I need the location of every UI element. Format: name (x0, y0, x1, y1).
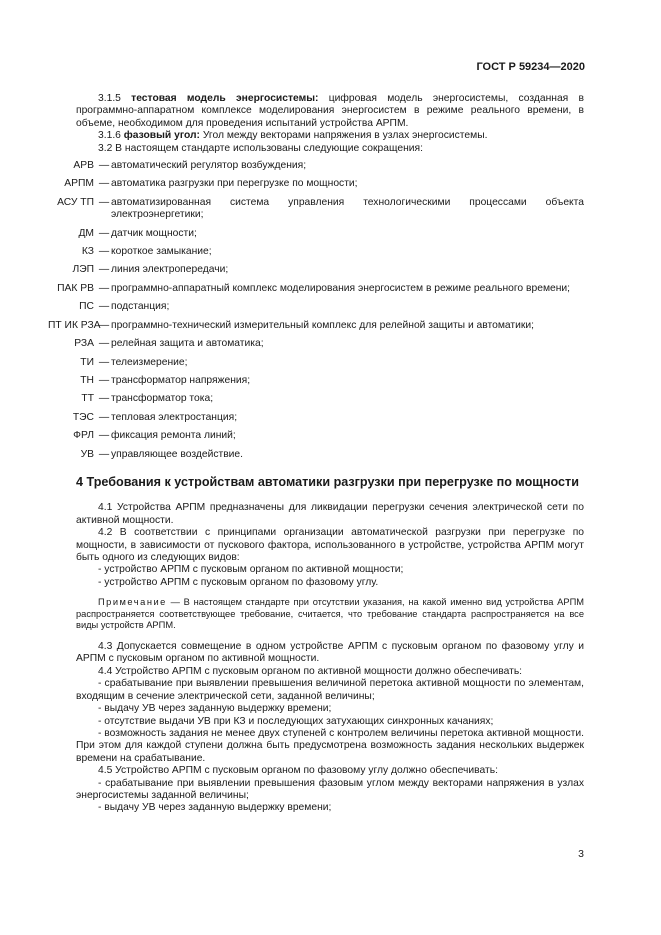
clause-number: 3.1.6 (98, 130, 124, 142)
abbreviation-dash: — (98, 178, 110, 190)
abbreviation-definition: автоматизированная система управления технологическими процессами объекта электроэнергетики; (111, 196, 584, 221)
abbreviation-term: АРПМ (64, 178, 94, 190)
list-item: - выдачу УВ через заданную выдержку времени; (98, 802, 332, 814)
abbreviation-definition: телеизмерение; (111, 356, 188, 368)
abbreviation-dash: — (98, 246, 110, 258)
paragraph-3-1-6 (76, 130, 584, 142)
abbreviation-term: ДМ (78, 227, 94, 239)
list-item: - устройство АРПМ с пусковым органом по фазовому углу. (98, 576, 379, 588)
abbreviation-row (57, 282, 584, 295)
abbreviation-term: ПС (79, 301, 94, 313)
abbreviation-definition: короткое замыкание; (111, 246, 212, 258)
abbreviation-row (76, 393, 584, 405)
abbreviation-definition: тепловая электростанция; (111, 411, 238, 423)
list-item: - срабатывание при выявлении превышения величиной перетока активной мощности по элементам, входящим в сечение электрической сети, заданной величины; (76, 678, 584, 702)
abbreviation-dash: — (98, 356, 110, 368)
note-text: — В настоящем стандарте при отсутствии указания, на какой именно вид устройства АРПМ распространяется соответствующее требование, считается, что требование стандарта распространяется на все виды устройств АРПМ. (76, 597, 584, 631)
abbreviation-term: ФРЛ (73, 430, 94, 442)
abbreviation-term: ТН (80, 374, 94, 386)
abbreviation-definition: линия электропередачи; (111, 264, 229, 276)
abbreviation-definition: релейная защита и автоматика; (111, 338, 264, 350)
abbreviation-definition: подстанция; (111, 301, 170, 313)
abbreviation-row (73, 160, 584, 172)
abbreviation-term: ПТ ИК РЗА (48, 319, 101, 331)
abbreviation-dash: — (98, 319, 110, 331)
abbreviation-dash: — (98, 430, 110, 442)
abbreviation-definition: фиксация ремонта линий; (111, 430, 236, 442)
abbreviation-dash: — (98, 160, 110, 172)
note (76, 597, 584, 632)
abbreviation-dash: — (98, 338, 110, 350)
abbreviation-row (76, 357, 584, 369)
abbreviation-term: УВ (80, 448, 94, 460)
list-item: - отсутствие выдачи УВ при КЗ и последующих затухающих синхронных качаниях; (98, 715, 494, 727)
abbreviation-dash: — (98, 264, 110, 276)
abbreviation-term: АРВ (73, 160, 94, 172)
abbreviation-dash: — (98, 411, 110, 423)
abbreviation-term: ЛЭП (72, 264, 94, 276)
abbreviation-dash: — (98, 374, 110, 386)
abbreviation-row (76, 301, 584, 313)
paragraph-4-4: 4.4 Устройство АРПМ с пусковым органом по активной мощности должно обеспечивать: (98, 665, 523, 677)
abbreviation-dash: — (98, 282, 110, 294)
abbreviation-row (76, 375, 584, 387)
document-header: ГОСТ Р 59234—2020 (476, 61, 585, 73)
abbreviation-definition: трансформатор напряжения; (111, 374, 251, 386)
definition: Угол между векторами напряжения в узлах энергосистемы. (199, 130, 488, 142)
abbreviation-definition: управляющее воздействие. (111, 448, 244, 460)
abbreviation-definition: программно-технический измерительный комплекс для релейной защиты и автоматики; (111, 319, 535, 331)
abbreviation-row (76, 338, 584, 350)
clause-number: 3.1.5 (98, 93, 132, 104)
abbreviation-row (72, 264, 584, 276)
abbreviation-term: ПАК РВ (57, 282, 94, 294)
paragraph-3-2: 3.2 В настоящем стандарте использованы следующие сокращения: (98, 142, 423, 154)
abbreviation-row (48, 319, 584, 332)
abbreviation-row (64, 178, 584, 190)
abbreviation-dash: — (98, 448, 110, 460)
abbreviation-term: ТЭС (72, 411, 94, 423)
abbreviation-term: РЗА (74, 338, 94, 350)
page-content (48, 93, 584, 815)
section-4-title: 4 Требования к устройствам автоматики разгрузки при перегрузке по мощности (76, 474, 579, 489)
paragraph-4-1: 4.1 Устройства АРПМ предназначены для ликвидации перегрузки сечения электрической сети по активной мощности. (76, 502, 584, 526)
term: тестовая модель энергосистемы: (131, 93, 319, 104)
abbreviation-list (48, 160, 584, 461)
list-item: - срабатывание при выявлении превышения фазовым углом между векторами напряжения в узлах энергосистемы заданной величины; (76, 777, 584, 801)
abbreviation-row (76, 449, 584, 461)
definition: цифровая модель энергосистемы, созданная в программно-аппаратном комплексе моделирования энергосистем в режиме реального времени, в объеме, необходимом для проведения испытаний устройства АРПМ. (76, 93, 584, 129)
abbreviation-row (73, 430, 584, 442)
abbreviation-term: ТТ (81, 393, 94, 405)
list-item: - выдачу УВ через заданную выдержку времени; (98, 703, 332, 715)
abbreviation-dash: — (98, 301, 110, 313)
paragraph-3-1-5 (76, 93, 584, 130)
abbreviation-row (72, 411, 584, 424)
list-item: - возможность задания не менее двух ступеней с контролем величины перетока активной мощности. При этом для каждой ступени должна быть предусмотрена возможность задания нескольких выдержек времени на срабатывание. (76, 727, 584, 764)
abbreviation-dash: — (98, 196, 110, 208)
term: фазовый угол: (123, 130, 200, 142)
abbreviation-dash: — (98, 393, 110, 405)
abbreviation-definition: трансформатор тока; (111, 393, 214, 405)
paragraph-4-2: 4.2 В соответствии с принципами организации автоматической разгрузки при перегрузке по мощности, в зависимости от пускового фактора, использованного в устройстве, устройства АРПМ могут быть одного из следующих видов: (76, 527, 584, 564)
paragraph-4-5: 4.5 Устройство АРПМ с пусковым органом по фазовому углу должно обеспечивать: (98, 765, 498, 777)
list-item: - устройство АРПМ с пусковым органом по активной мощности; (98, 564, 404, 576)
abbreviation-definition: датчик мощности; (111, 227, 197, 239)
abbreviation-term: АСУ ТП (57, 196, 94, 208)
abbreviation-definition: автоматический регулятор возбуждения; (111, 160, 307, 172)
paragraph-4-3: 4.3 Допускается совмещение в одном устройстве АРПМ с пусковым органом по фазовому углу и АРПМ с пусковым органом по активной мощности. (76, 641, 584, 665)
abbreviation-term: ТИ (80, 356, 94, 368)
abbreviation-row (57, 196, 584, 222)
abbreviation-dash: — (98, 227, 110, 239)
note-label: Примечание (98, 597, 167, 608)
abbreviation-row (76, 228, 584, 240)
page-number: 3 (578, 848, 584, 860)
abbreviation-term: КЗ (81, 246, 94, 258)
abbreviation-definition: программно-аппаратный комплекс моделирования энергосистем в режиме реального времени; (111, 282, 571, 294)
abbreviation-definition: автоматика разгрузки при перегрузке по мощности; (111, 178, 358, 190)
abbreviation-row (76, 246, 584, 258)
